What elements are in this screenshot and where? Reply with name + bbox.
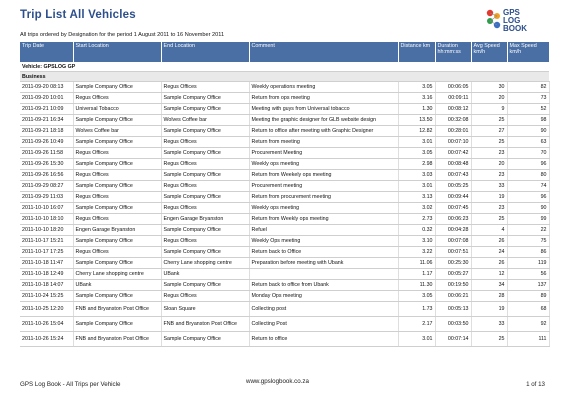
duration-cell: 00:07:45	[435, 203, 471, 214]
category-label: Business	[20, 72, 549, 82]
end-location-cell: Engen Garage Bryanston	[161, 214, 249, 225]
duration-cell: 00:07:14	[435, 332, 471, 347]
max-speed-cell: 92	[507, 317, 549, 332]
table-row	[20, 181, 549, 192]
comment-cell: Refuel	[249, 225, 398, 236]
col-header-trip-date: Trip Date	[20, 42, 73, 62]
trip-date-cell: 2011-10-17 17:25	[20, 247, 73, 258]
table-header-row	[20, 42, 549, 62]
start-location-cell: Wolves Coffee bar	[73, 126, 161, 137]
col-header-max-speed: Max Speed km/h	[507, 42, 549, 62]
max-speed-cell: 96	[507, 159, 549, 170]
duration-cell: 00:08:48	[435, 159, 471, 170]
start-location-cell: Sample Company Office	[73, 115, 161, 126]
distance-cell: 3.02	[398, 203, 435, 214]
trip-date-cell: 2011-09-26 10:49	[20, 137, 73, 148]
trip-date-cell: 2011-09-29 11:03	[20, 192, 73, 203]
max-speed-cell: 63	[507, 137, 549, 148]
trip-date-cell: 2011-09-21 10:09	[20, 104, 73, 115]
avg-speed-cell: 23	[471, 203, 507, 214]
distance-cell: 1.73	[398, 302, 435, 317]
comment-cell: Preparation before meeting with Ubank	[249, 258, 398, 269]
table-row	[20, 148, 549, 159]
comment-cell: Procurement Meeting	[249, 148, 398, 159]
avg-speed-cell: 27	[471, 126, 507, 137]
distance-cell: 0.32	[398, 225, 435, 236]
trip-date-cell: 2011-09-29 08:27	[20, 181, 73, 192]
distance-cell: 2.73	[398, 214, 435, 225]
duration-cell: 00:07:43	[435, 170, 471, 181]
max-speed-cell: 56	[507, 269, 549, 280]
max-speed-cell: 52	[507, 104, 549, 115]
start-location-cell: Regus Offices	[73, 148, 161, 159]
max-speed-cell: 90	[507, 126, 549, 137]
table-row	[20, 170, 549, 181]
distance-cell: 3.05	[398, 82, 435, 93]
trip-date-cell: 2011-09-20 10:01	[20, 93, 73, 104]
distance-cell: 11.30	[398, 280, 435, 291]
max-speed-cell: 82	[507, 82, 549, 93]
distance-cell: 3.13	[398, 192, 435, 203]
end-location-cell: Sample Company Office	[161, 332, 249, 347]
vehicle-group-row	[20, 62, 549, 72]
end-location-cell: Regus Offices	[161, 82, 249, 93]
table-row	[20, 225, 549, 236]
distance-cell: 2.17	[398, 317, 435, 332]
duration-cell: 00:07:08	[435, 236, 471, 247]
table-row	[20, 137, 549, 148]
trip-table	[20, 42, 550, 347]
end-location-cell: FNB and Bryanston Post Office	[161, 317, 249, 332]
trip-date-cell: 2011-10-10 16:07	[20, 203, 73, 214]
comment-cell: Weekly ops meeting	[249, 203, 398, 214]
category-row	[20, 72, 549, 82]
end-location-cell: Regus Offices	[161, 137, 249, 148]
avg-speed-cell: 23	[471, 170, 507, 181]
comment-cell: Return from procurement meeting	[249, 192, 398, 203]
table-row	[20, 115, 549, 126]
end-location-cell: Sample Company Office	[161, 280, 249, 291]
trip-date-cell: 2011-10-10 18:10	[20, 214, 73, 225]
table-row	[20, 291, 549, 302]
table-row	[20, 247, 549, 258]
max-speed-cell: 89	[507, 291, 549, 302]
avg-speed-cell: 33	[471, 181, 507, 192]
start-location-cell: Regus Offices	[73, 93, 161, 104]
start-location-cell: Sample Company Office	[73, 236, 161, 247]
logo-word-log: LOG	[503, 16, 521, 25]
max-speed-cell: 98	[507, 115, 549, 126]
comment-cell: Procurement meeting	[249, 181, 398, 192]
comment-cell: Return back to Office	[249, 247, 398, 258]
report-subtitle: All trips ordered by Designation for the period 1 August 2011 to 16 November 2011	[20, 32, 225, 38]
comment-cell: Return to office after meeting with Graphic Designer	[249, 126, 398, 137]
trip-date-cell: 2011-10-18 14:07	[20, 280, 73, 291]
table-row	[20, 214, 549, 225]
avg-speed-cell: 26	[471, 258, 507, 269]
start-location-cell: Sample Company Office	[73, 258, 161, 269]
duration-cell: 00:03:50	[435, 317, 471, 332]
start-location-cell: UBank	[73, 280, 161, 291]
distance-cell: 12.82	[398, 126, 435, 137]
footer-website: www.gpslogbook.co.za	[246, 378, 309, 385]
end-location-cell: Wolves Coffee bar	[161, 115, 249, 126]
duration-cell: 00:05:27	[435, 269, 471, 280]
comment-cell: Weekly operations meeting	[249, 82, 398, 93]
logo-wordmark	[503, 9, 527, 33]
end-location-cell: Sample Company Office	[161, 93, 249, 104]
end-location-cell: Sample Company Office	[161, 225, 249, 236]
table-row	[20, 280, 549, 291]
start-location-cell: FNB and Bryanston Post Office	[73, 302, 161, 317]
distance-cell: 3.05	[398, 291, 435, 302]
start-location-cell: Cherry Lane shopping centre	[73, 269, 161, 280]
trip-date-cell: 2011-10-26 15:04	[20, 317, 73, 332]
distance-cell: 13.50	[398, 115, 435, 126]
duration-cell: 00:05:25	[435, 181, 471, 192]
start-location-cell: Sample Company Office	[73, 317, 161, 332]
avg-speed-cell: 19	[471, 302, 507, 317]
start-location-cell: Regus Offices	[73, 247, 161, 258]
avg-speed-cell: 25	[471, 115, 507, 126]
duration-cell: 00:06:23	[435, 214, 471, 225]
avg-speed-cell: 30	[471, 82, 507, 93]
duration-cell: 00:19:50	[435, 280, 471, 291]
end-location-cell: Regus Offices	[161, 236, 249, 247]
avg-speed-cell: 26	[471, 236, 507, 247]
max-speed-cell: 22	[507, 225, 549, 236]
avg-speed-cell: 28	[471, 291, 507, 302]
comment-cell	[249, 269, 398, 280]
avg-speed-cell: 33	[471, 317, 507, 332]
start-location-cell: Sample Company Office	[73, 82, 161, 93]
start-location-cell: FNB and Bryanston Post Office	[73, 332, 161, 347]
table-row	[20, 104, 549, 115]
duration-cell: 00:04:28	[435, 225, 471, 236]
end-location-cell: Cherry Lane shopping centre	[161, 258, 249, 269]
trip-date-cell: 2011-10-10 18:20	[20, 225, 73, 236]
duration-cell: 00:25:30	[435, 258, 471, 269]
trip-date-cell: 2011-10-17 15:21	[20, 236, 73, 247]
col-header-avg-speed: Avg Speed km/h	[471, 42, 507, 62]
logo-word-gps: GPS	[503, 8, 520, 17]
trip-date-cell: 2011-09-26 15:30	[20, 159, 73, 170]
max-speed-cell: 111	[507, 332, 549, 347]
vehicle-label: Vehicle: GPSLOG GP	[20, 62, 549, 72]
duration-cell: 00:32:08	[435, 115, 471, 126]
avg-speed-cell: 25	[471, 332, 507, 347]
col-header-distance: Distance km	[398, 42, 435, 62]
table-row	[20, 203, 549, 214]
table-row	[20, 82, 549, 93]
col-header-duration: Duration hh:mm:ss	[435, 42, 471, 62]
table-row	[20, 302, 549, 317]
duration-cell: 00:28:01	[435, 126, 471, 137]
trip-date-cell: 2011-09-26 11:58	[20, 148, 73, 159]
avg-speed-cell: 23	[471, 148, 507, 159]
avg-speed-cell: 9	[471, 104, 507, 115]
comment-cell: Return back to office from Ubank	[249, 280, 398, 291]
distance-cell: 11.06	[398, 258, 435, 269]
end-location-cell: Sample Company Office	[161, 104, 249, 115]
comment-cell: Return from Weekely ops meeting	[249, 170, 398, 181]
table-row	[20, 317, 549, 332]
end-location-cell: Sample Company Office	[161, 148, 249, 159]
end-location-cell: Sloan Square	[161, 302, 249, 317]
duration-cell: 00:07:42	[435, 148, 471, 159]
max-speed-cell: 86	[507, 247, 549, 258]
col-header-start-location: Start Location	[73, 42, 161, 62]
comment-cell: Weekly ops meeting	[249, 159, 398, 170]
start-location-cell: Regus Offices	[73, 192, 161, 203]
table-row	[20, 192, 549, 203]
max-speed-cell: 74	[507, 181, 549, 192]
avg-speed-cell: 19	[471, 192, 507, 203]
duration-cell: 00:06:05	[435, 82, 471, 93]
duration-cell: 00:08:12	[435, 104, 471, 115]
duration-cell: 00:06:21	[435, 291, 471, 302]
duration-cell: 00:07:10	[435, 137, 471, 148]
duration-cell: 00:05:13	[435, 302, 471, 317]
distance-cell: 3.03	[398, 170, 435, 181]
trip-date-cell: 2011-10-26 15:24	[20, 332, 73, 347]
comment-cell: Return to office	[249, 332, 398, 347]
table-row	[20, 332, 549, 347]
footer-page-number: 1 of 13	[526, 381, 545, 388]
distance-cell: 2.98	[398, 159, 435, 170]
col-header-comment: Comment	[249, 42, 398, 62]
distance-cell: 3.01	[398, 181, 435, 192]
start-location-cell: Sample Company Office	[73, 291, 161, 302]
table-row	[20, 258, 549, 269]
distance-cell: 3.22	[398, 247, 435, 258]
distance-cell: 3.10	[398, 236, 435, 247]
end-location-cell: Regus Offices	[161, 203, 249, 214]
trip-date-cell: 2011-09-21 18:18	[20, 126, 73, 137]
comment-cell: Return from meeting	[249, 137, 398, 148]
end-location-cell: Regus Offices	[161, 159, 249, 170]
duration-cell: 00:09:11	[435, 93, 471, 104]
trip-date-cell: 2011-10-18 12:49	[20, 269, 73, 280]
comment-cell: Return from Weekly ops meeting	[249, 214, 398, 225]
start-location-cell: Regus Offices	[73, 170, 161, 181]
comment-cell: Meeting with guys from Universal tobacco	[249, 104, 398, 115]
logo-word-book: BOOK	[503, 24, 527, 33]
table-row	[20, 126, 549, 137]
trip-date-cell: 2011-10-25 12:20	[20, 302, 73, 317]
max-speed-cell: 119	[507, 258, 549, 269]
page-title: Trip List All Vehicles	[20, 9, 136, 21]
trip-date-cell: 2011-09-26 16:56	[20, 170, 73, 181]
duration-cell: 00:07:51	[435, 247, 471, 258]
max-speed-cell: 96	[507, 192, 549, 203]
comment-cell: Collecting Post	[249, 317, 398, 332]
avg-speed-cell: 20	[471, 159, 507, 170]
end-location-cell: Sample Company Office	[161, 247, 249, 258]
distance-cell: 3.16	[398, 93, 435, 104]
start-location-cell: Sample Company Office	[73, 137, 161, 148]
end-location-cell: UBank	[161, 269, 249, 280]
duration-cell: 00:09:44	[435, 192, 471, 203]
max-speed-cell: 73	[507, 93, 549, 104]
max-speed-cell: 75	[507, 236, 549, 247]
start-location-cell: Engen Garage Bryanston	[73, 225, 161, 236]
start-location-cell: Universal Tobacco	[73, 104, 161, 115]
avg-speed-cell: 25	[471, 214, 507, 225]
distance-cell: 3.05	[398, 148, 435, 159]
avg-speed-cell: 20	[471, 93, 507, 104]
trip-date-cell: 2011-10-24 15:25	[20, 291, 73, 302]
max-speed-cell: 137	[507, 280, 549, 291]
table-row	[20, 93, 549, 104]
start-location-cell: Regus Offices	[73, 214, 161, 225]
trip-date-cell: 2011-09-21 16:34	[20, 115, 73, 126]
max-speed-cell: 68	[507, 302, 549, 317]
distance-cell: 1.30	[398, 104, 435, 115]
avg-speed-cell: 25	[471, 137, 507, 148]
max-speed-cell: 99	[507, 214, 549, 225]
comment-cell: Weekly Ops meeting	[249, 236, 398, 247]
max-speed-cell: 80	[507, 170, 549, 181]
end-location-cell: Sample Company Office	[161, 192, 249, 203]
col-header-end-location: End Location	[161, 42, 249, 62]
footer-report-name: GPS Log Book - All Trips per Vehicle	[20, 381, 121, 388]
avg-speed-cell: 24	[471, 247, 507, 258]
end-location-cell: Regus Offices	[161, 291, 249, 302]
table-row	[20, 236, 549, 247]
start-location-cell: Sample Company Office	[73, 159, 161, 170]
table-row	[20, 269, 549, 280]
table-row	[20, 159, 549, 170]
max-speed-cell: 70	[507, 148, 549, 159]
distance-cell: 1.17	[398, 269, 435, 280]
distance-cell: 3.01	[398, 332, 435, 347]
distance-cell: 3.01	[398, 137, 435, 148]
start-location-cell: Sample Company Office	[73, 181, 161, 192]
start-location-cell: Sample Company Office	[73, 203, 161, 214]
end-location-cell: Regus Offices	[161, 181, 249, 192]
comment-cell: Monday Ops meeting	[249, 291, 398, 302]
trip-date-cell: 2011-10-18 11:47	[20, 258, 73, 269]
end-location-cell: Sample Company Office	[161, 170, 249, 181]
comment-cell: Meeting the graphic designer for GLB website design	[249, 115, 398, 126]
comment-cell: Collecting post	[249, 302, 398, 317]
trip-date-cell: 2011-09-20 08:13	[20, 82, 73, 93]
comment-cell: Return from ops meeting	[249, 93, 398, 104]
end-location-cell: Sample Company Office	[161, 126, 249, 137]
avg-speed-cell: 12	[471, 269, 507, 280]
max-speed-cell: 90	[507, 203, 549, 214]
avg-speed-cell: 34	[471, 280, 507, 291]
avg-speed-cell: 4	[471, 225, 507, 236]
